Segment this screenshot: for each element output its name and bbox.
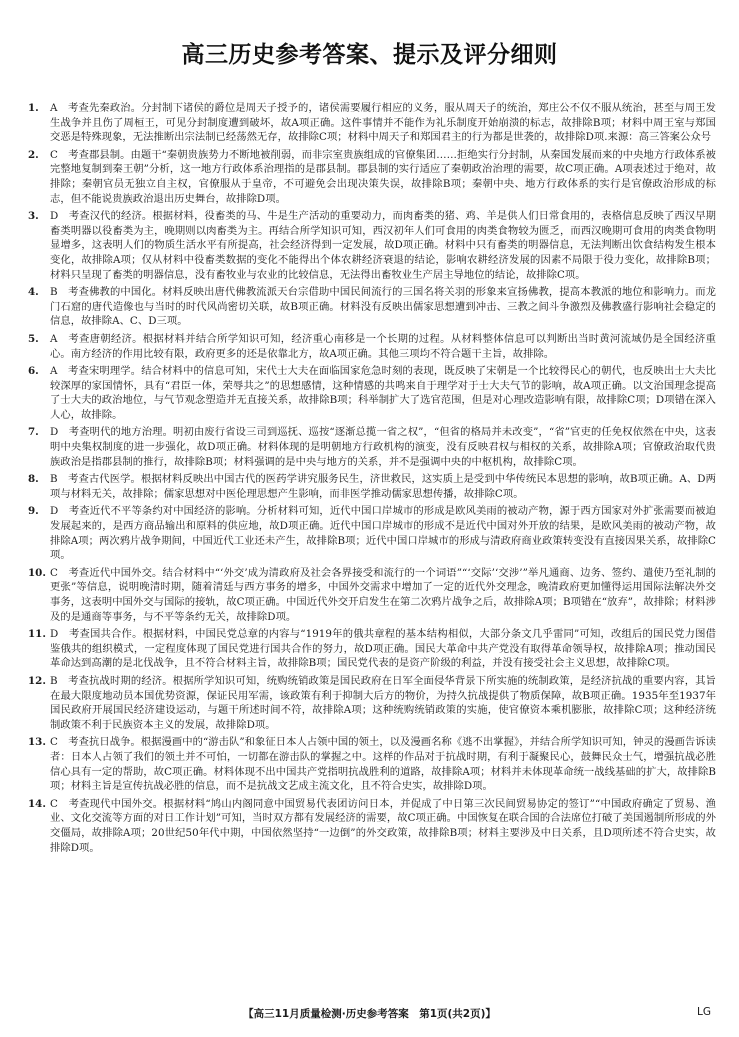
page-title: 高三历史参考答案、提示及评分细则: [181, 42, 558, 68]
answer-number: 3.: [28, 210, 39, 223]
answer-text: D 考查明代的地方治理。明初由废行省设三司到巡抚、巡按“逐渐总揽一省之权”，“但省的格局并未改变”，“省”官吏的任免权依然在中央，这表明中央集权制度的进一步强化，故D项正确。材料体现的是明朝地方行政机构的演变，没有反映君权与相权的关系，故排除A项；官僚政治取代贵族政治是指郡县制的推行，故排除B项；材料强调的是中央与地方的关系，并不是强调中央的中枢机构，故排除C项。: [50, 426, 716, 468]
page-footer: [0, 1006, 739, 1024]
answer-number: 12.: [28, 674, 46, 687]
answer-text: C 考查近代中国外交。结合材料中“‘外交’成为清政府及社会各界接受和流行的一个词语”“‘交际’‘交涉’”举凡通商、边务、签约、遣使乃至礼制的更张”等信息，说明晚清时期，随着清廷与西方事务的增多，中国外交需求中增加了一定的近代外交理念，晚清政府更加懂得运用国际法解决外交事务，这表明中国外交与国际的接轨，故C项正确。中国近代外交开启发生在第二次鸦片战争之后，故排除A项；B项错在“放弃”，故排除；材料涉及的是通商等事务，与不平等条约无关，故排除D项。: [50, 566, 716, 623]
answer-text: C 考查郡县制。由题干“秦朝贵族势力不断地被削弱，而非宗室贵族组成的官僚集团……拒绝实行分封制，从秦国发展而来的中央地方行政体系被完整地复制到秦王朝”分析，这一地方行政体系治理指的是郡县制。郡县制的实行适应了秦朝政治治理的需要，故C项正确。A项表述过于绝对，故排除；秦朝官员无独立自主权，官僚服从于皇帝，不可避免会出现决策失误，故排除B项；秦朝中央、地方行政体系的实行是官僚政治形成的标志，但不能说贵族政治退出历史舞台，故排除D项。: [50, 148, 716, 205]
answer-text: D 考查国共合作。根据材料，中国民党总章的内容与“1919年的俄共章程的基本结构相似，大部分条文几乎雷同”可知，改组后的国民党力图借鉴俄共的组织模式，一定程度体现了国民党进行国共合作的努力，故D项正确。国民大革命中共产党没有取得革命领导权，故排除A项；推动国民革命达到高潮的是北伐战争，且不符合材料主旨，故排除B项；国民党代表的是资产阶级的利益，并没有接受社会主义思想，故排除C项。: [50, 628, 716, 670]
answer-text: D 考查汉代的经济。根据材料，役畜类的马、牛是生产活动的重要动力，而肉畜类的猪、鸡、羊是供人们日常食用的，表格信息反映了西汉早期畜类明器以役畜类为主，晚期则以肉畜类为主。再结合所学知识可知，西汉初年人们可食用的肉类食物较为匮乏，而西汉晚期可食用的肉类食物明显增多，这表明人们的物质生活水平有所提高，社会经济得到一定发展，故D项正确。材料中只有畜类的明器信息，无法判断出饮食结构发生根本变化，故排除A项；仅从材料中役畜类数据的变化不能得出个体农耕经济衰退的结论，影响农耕经济发展的因素不局限于役力变化，故排除B项；材料只呈现了畜类的明器信息，没有畜牧业与农业的比较信息，无法得出畜牧业生产居主导地位的结论，故排除C项。: [50, 210, 716, 281]
answer-item: [28, 627, 716, 671]
answer-number: 7.: [28, 426, 39, 439]
answer-number: 6.: [28, 365, 39, 378]
answer-text: C 考查抗日战争。根据漫画中的“游击队”和象征日本人占领中国的领土，以及漫画名称《逃不出掌握》，并结合所学知识可知，钟灵的漫画告诉读者：日本人占领了我们的领土并不可怕，一切都在游击队的掌握之中。这样的作品对于抗战时期，有利于凝聚民心，鼓舞民众士气，增强抗战必胜信心具有一定的帮助，故C项正确。材料体现不出中国共产党指明抗战胜利的道路，故排除A项；材料并未体现革命统一战线基础的扩大，故排除B项；材料主旨是宣传抗战必胜的信息，而不是抗战文艺成主流文化，且不符合史实，故排除D项。: [50, 736, 716, 793]
answer-list: [28, 101, 716, 858]
answer-text: D 考查近代不平等条约对中国经济的影响。分析材料可知，近代中国口岸城市的形成是欧风美雨的被动产物，源于西方国家对外扩张需要而被迫发展起来的，是西方商品输出和原料的供应地，故D项正确。近代中国口岸城市的形成不是近代中国对外开放的结果，是欧风美雨的被动产物，故排除A项；两次鸦片战争期间，中国近代工业还未产生，故排除B项；近代中国口岸城市的形成与清政府商业政策转变没有直接因果关系，故排除C项。: [50, 505, 716, 562]
answer-text: C 考查现代中国外交。根据材料“鸠山内阁同意中国贸易代表团访问日本，并促成了中日第三次民间贸易协定的签订”“中国政府确定了贸易、渔业、文化交流等方面的对日工作计划”可知，当时双方都有发展经济的需要，故C项正确。中国恢复在联合国的合法席位打破了美国遏制所形成的外交僵局，故排除A项；20世纪50年代中期，中国依然坚持“一边倒”的外交政策，故排除B项；材料主要涉及中日关系，且D项所述不符合史实，故排除D项。: [50, 797, 716, 854]
answer-item: [28, 101, 716, 145]
answer-item: [28, 425, 716, 469]
answer-item: [28, 332, 716, 361]
footer-page-info: 【高三11月质量检测·历史参考答案 第1页(共2页)】: [243, 1008, 496, 1020]
answer-text: B 考查古代医学。根据材料反映出中国古代的医药学讲究服务民生，济世救民，这实质上是受到中华传统民本思想的影响，故B项正确。A、D两项与材料无关，故排除；儒家思想对中医伦理思想产生影响，而非医学推动儒家思想传播，故排除C项。: [50, 473, 716, 500]
answer-number: 8.: [28, 473, 39, 486]
answer-text: A 考查唐朝经济。根据材料并结合所学知识可知，经济重心南移是一个长期的过程。从材料整体信息可以判断出当时黄河流域仍是全国经济重心。南方经济的作用比较有限，政府更多的还是依靠北方，故A项正确。其他三项均不符合题干主旨，故排除。: [50, 332, 716, 360]
answer-item: [28, 566, 716, 624]
answer-number: 5.: [28, 332, 39, 345]
answer-number: 10.: [28, 566, 46, 579]
answer-text: A 考查先秦政治。分封制下诸侯的爵位是周天子授予的，诸侯需要履行相应的义务，服从周天子的统治，郑庄公不仅不服从统治，甚至与周王发生战争并且伤了周桓王，可见分封制度遭到破坏，故A项正确。这件事情并不能作为礼乐制度开始崩溃的标志，故排除B项；材料中周王室与郑国交恶是特殊现象，无法推断出宗法制已经荡然无存，故排除C项；材料中周天子和郑国君主的行为都是世袭的，故排除D项.来源：高三答案公众号: [50, 102, 716, 144]
answer-item: [28, 364, 716, 422]
answer-number: 1.: [28, 102, 39, 114]
answer-number: 4.: [28, 286, 39, 299]
footer-code: LG: [697, 1006, 711, 1018]
answer-number: 13.: [28, 736, 46, 749]
answer-item: [28, 285, 716, 329]
answer-text: A 考查宋明理学。结合材料中的信息可知，宋代士大夫在面临国家危急时刻的表现，既反映了宋朝是一个比较得民心的朝代，也反映出士大夫比较深厚的家国情怀，具有“君臣一体，荣辱共之”的思想感情，这种情感的共鸣来自于理学对于士大夫气节的影响，故A项正确。以文治国理念提高了士大夫的政治地位，与气节观念塑造并无直接关系，故排除B项；科举制扩大了选官范围，但是对心理改造影响有限，故排除C项；D项错在深入人心，故排除。: [50, 365, 716, 421]
answer-item: [28, 797, 716, 855]
answer-text: B 考查抗战时期的经济。根据所学知识可知，统购统销政策是国民政府在日军全面侵华背景下所实施的统制政策，是经济抗战的重要内容，其旨在最大限度地动员本国优势资源，保证民用军需，该政策有利于抑制大后方的物价，为持久抗战提供了物质保障，故B项正确。1935年至1937年国民政府开展国民经济建设运动，与题干所述时间不符，故排除A项；这种统购统销政策的实施，使官僚资本乘机膨胀，故排除C项；这种经济统制政策不利于民族资本主义的发展，故排除D项。: [50, 674, 716, 731]
answer-number: 14.: [28, 797, 46, 810]
answer-number: 2.: [28, 148, 39, 161]
answer-number: 11.: [28, 628, 46, 641]
answer-item: [28, 674, 716, 732]
answer-number: 9.: [28, 505, 39, 518]
answer-item: [28, 209, 716, 282]
answer-item: [28, 735, 716, 793]
answer-item: [28, 504, 716, 562]
answer-item: [28, 472, 716, 501]
answer-text: B 考查佛教的中国化。材料反映出唐代佛教流派天台宗借助中国民间流行的三国名将关羽的形象来宣扬佛教，提高本教派的地位和影响力。而龙门石窟的唐代造像也与当时的时代风尚密切关联，故B项正确。材料没有反映出儒家思想遭到冲击、三教之间斗争激烈及佛教盛行影响社会稳定的信息，故排除A、C、D三项。: [50, 286, 716, 328]
answer-item: [28, 148, 716, 206]
